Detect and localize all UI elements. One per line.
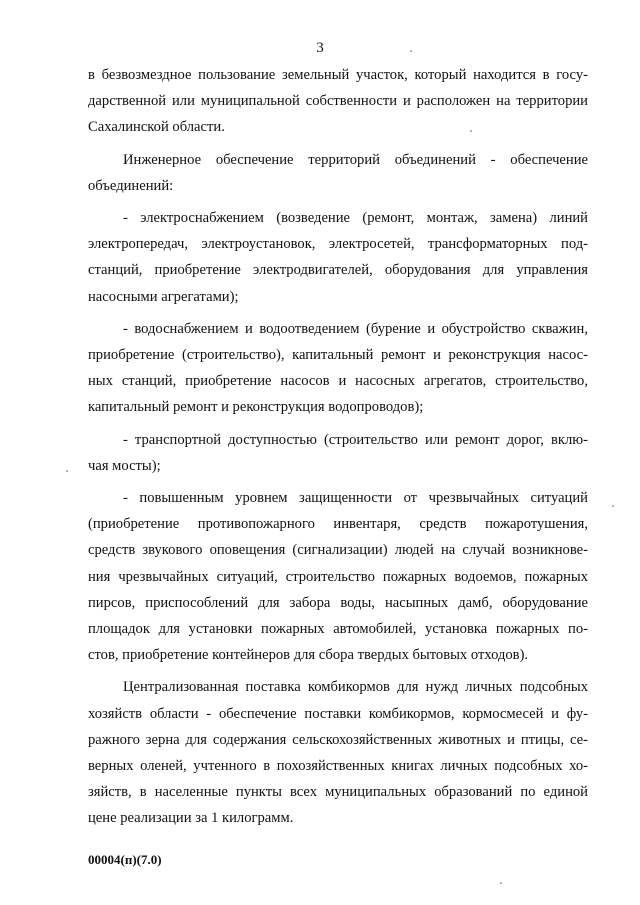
scan-speck <box>470 130 472 132</box>
text-line: зяйств, в населенные пункты всех муниципальных образований по единой <box>88 784 588 801</box>
text-line: (приобретение противопожарного инвентаря, средств пожаротушения, <box>88 516 588 533</box>
text-line: приобретение (строительство), капитальный ремонт и реконструкция насос- <box>88 347 588 364</box>
text-line: хозяйств области - обеспечение поставки комбикормов, кормосмесей и фу- <box>88 705 588 722</box>
text-line: - электроснабжением (возведение (ремонт, монтаж, замена) линий <box>123 210 588 227</box>
paragraph <box>88 316 588 421</box>
text-line: Централизованная поставка комбикормов для нужд личных подсобных <box>123 679 588 696</box>
text-line: ражного зерна для содержания сельскохозяйственных животных и птицы, се- <box>88 731 588 748</box>
scan-speck <box>410 50 412 52</box>
paragraph <box>88 147 588 199</box>
text-line: дарственной или муниципальной собственности и расположен на территории <box>88 93 588 110</box>
text-line: Инженерное обеспечение территорий объединений - обеспечение <box>123 151 588 168</box>
text-line: в безвозмездное пользование земельный участок, который находится в госу- <box>88 67 588 83</box>
paragraph <box>88 485 588 668</box>
scan-speck <box>66 470 68 472</box>
text-line: ных станций, приобретение насосов и насосных агрегатов, строительство, <box>88 373 588 390</box>
text-line: верных оленей, учтенного в похозяйственных книгах личных подсобных хо- <box>88 758 588 775</box>
text-line: капитальный ремонт и реконструкция водопроводов); <box>88 399 424 416</box>
text-line: - транспортной доступностью (строительство или ремонт дорог, вклю- <box>123 431 588 448</box>
page-number: 3 <box>316 40 324 56</box>
text-line: объединений: <box>88 177 174 194</box>
paragraph <box>88 427 588 479</box>
text-line: чая мосты); <box>88 457 161 474</box>
text-line: - повышенным уровнем защищенности от чрезвычайных ситуаций <box>123 490 588 507</box>
paragraph <box>88 205 588 310</box>
text-line: насосными агрегатами); <box>88 288 239 305</box>
text-line: - водоснабжением и водоотведением (бурение и обустройство скважин, <box>123 320 588 337</box>
text-line: цене реализации за 1 килограмм. <box>88 810 294 827</box>
text-line: средств звукового оповещения (сигнализации) людей на случай возникнове- <box>88 542 588 559</box>
text-line: пирсов, приспособлений для забора воды, насыпных дамб, оборудование <box>88 594 588 611</box>
scan-speck <box>612 505 614 507</box>
text-line: площадок для установки пожарных автомобилей, установка пожарных по- <box>88 621 588 638</box>
text-line: ния чрезвычайных ситуаций, строительство пожарных водоемов, пожарных <box>88 568 588 585</box>
text-line: Сахалинской области. <box>88 119 225 136</box>
text-line: электропередач, электроустановок, электросетей, трансформаторных под- <box>88 236 588 253</box>
scan-speck <box>500 882 502 884</box>
document-body <box>88 62 588 838</box>
text-line: стов, приобретение контейнеров для сбора твердых бытовых отходов). <box>88 647 529 664</box>
paragraph <box>88 62 588 141</box>
document-footer-code: 00004(п)(7.0) <box>88 852 162 867</box>
text-line: станций, приобретение электродвигателей, оборудования для управления <box>88 262 588 279</box>
paragraph <box>88 674 588 831</box>
